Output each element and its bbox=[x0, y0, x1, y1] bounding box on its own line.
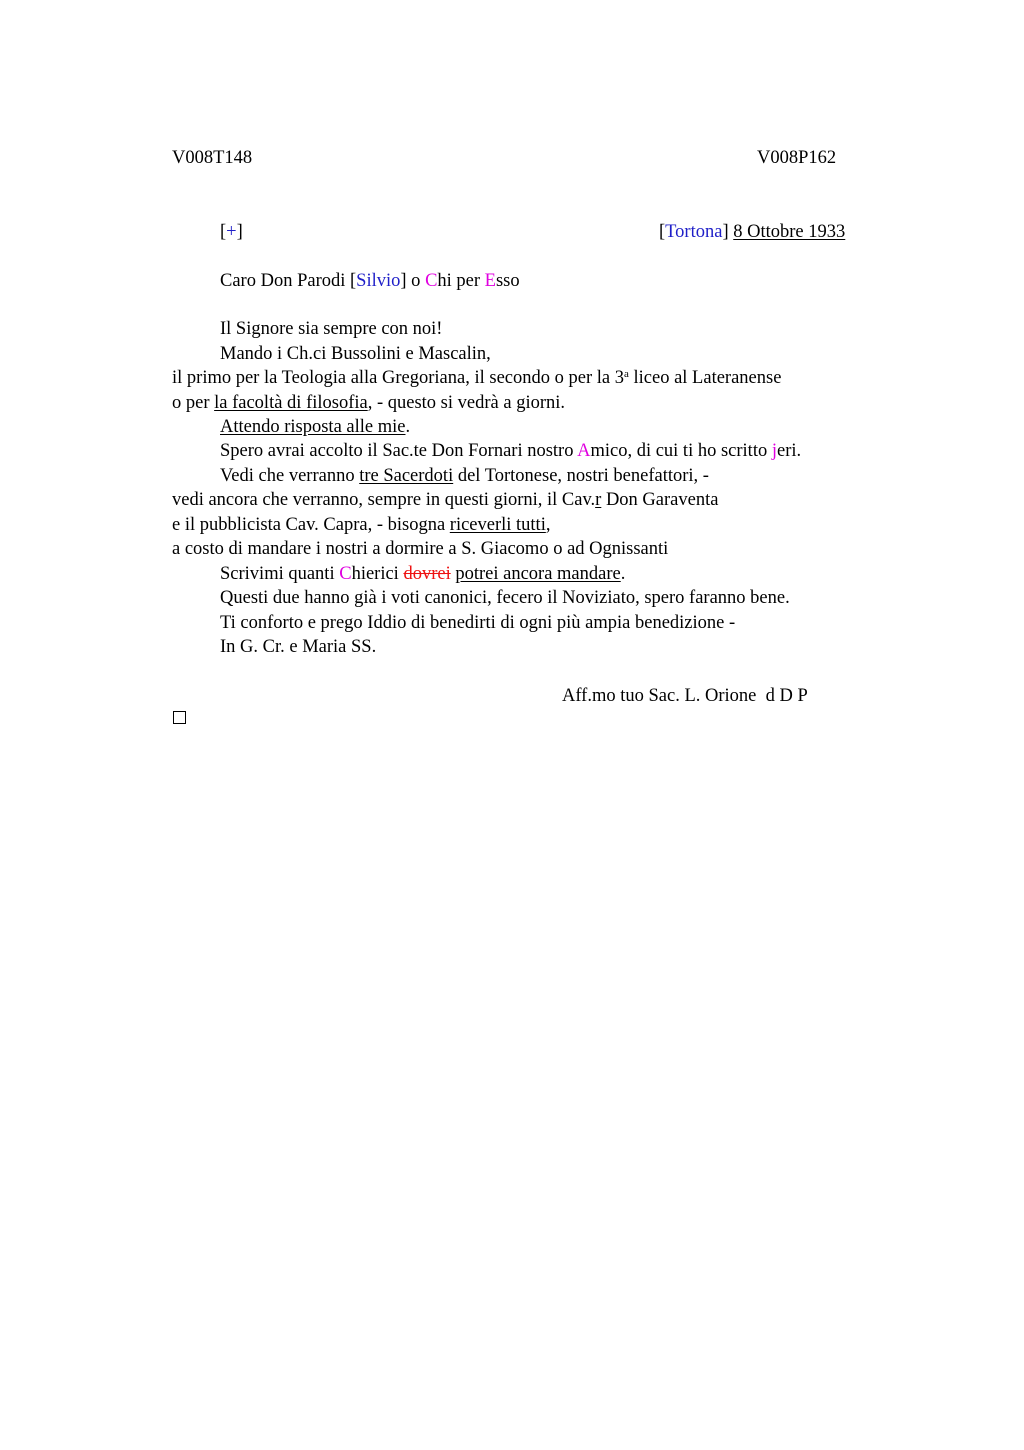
signature: Aff.mo tuo Sac. L. Orione d D P bbox=[562, 686, 808, 706]
body-line-6: Spero avrai accolto il Sac.te Don Fornari nostro Amico, di cui ti ho scritto jeri. bbox=[220, 441, 802, 461]
header-left-code: V008T148 bbox=[172, 148, 253, 168]
cross-symbol: + bbox=[226, 222, 237, 242]
body-line-14: In G. Cr. e Maria SS. bbox=[220, 637, 377, 657]
body-line-13: Ti conforto e prego Iddio di benedirti di ogni più ampia benedizione - bbox=[220, 613, 736, 633]
body-line-4: o per la facoltà di filosofia, - questo si vedrà a giorni. bbox=[172, 393, 566, 413]
body-line-10: a costo di mandare i nostri a dormire a S. Giacomo o ad Ognissanti bbox=[172, 539, 669, 559]
body-line-2: Mando i Ch.ci Bussolini e Mascalin, bbox=[220, 344, 491, 364]
body-line-8: vedi ancora che verranno, sempre in questi giorni, il Cav.r Don Garaventa bbox=[172, 490, 719, 510]
body-line-3: il primo per la Teologia alla Gregoriana, il secondo o per la 3$^a$ liceo al Lateranense bbox=[172, 368, 782, 388]
body-line-12: Questi due hanno già i voti canonici, fecero il Noviziato, spero faranno bene. bbox=[220, 588, 790, 608]
body-line-7: Vedi che verranno tre Sacerdoti del Tortonese, nostri benefattori, - bbox=[220, 466, 709, 486]
place-name: Tortona bbox=[665, 222, 723, 242]
body-line-5: Attendo risposta alle mie. bbox=[220, 417, 411, 437]
header-right-code: V008P162 bbox=[757, 148, 837, 168]
end-marker-box bbox=[173, 711, 186, 724]
salutation: Caro Don Parodi [Silvio] o Chi per Esso bbox=[220, 271, 520, 291]
letter-date: 8 Ottobre 1933 bbox=[733, 222, 846, 242]
deleted-word: dovrei bbox=[403, 564, 451, 584]
body-line-11: Scrivimi quanti Chierici dovrei potrei ancora mandare. bbox=[220, 564, 626, 584]
body-line-9: e il pubblicista Cav. Capra, - bisogna riceverli tutti, bbox=[172, 515, 551, 535]
body-line-1: Il Signore sia sempre con noi! bbox=[220, 319, 443, 339]
recipient-name: Silvio bbox=[356, 271, 401, 291]
cross-mark: [+] bbox=[220, 222, 243, 242]
place-date: [Tortona] 8 Ottobre 1933 bbox=[659, 222, 846, 242]
